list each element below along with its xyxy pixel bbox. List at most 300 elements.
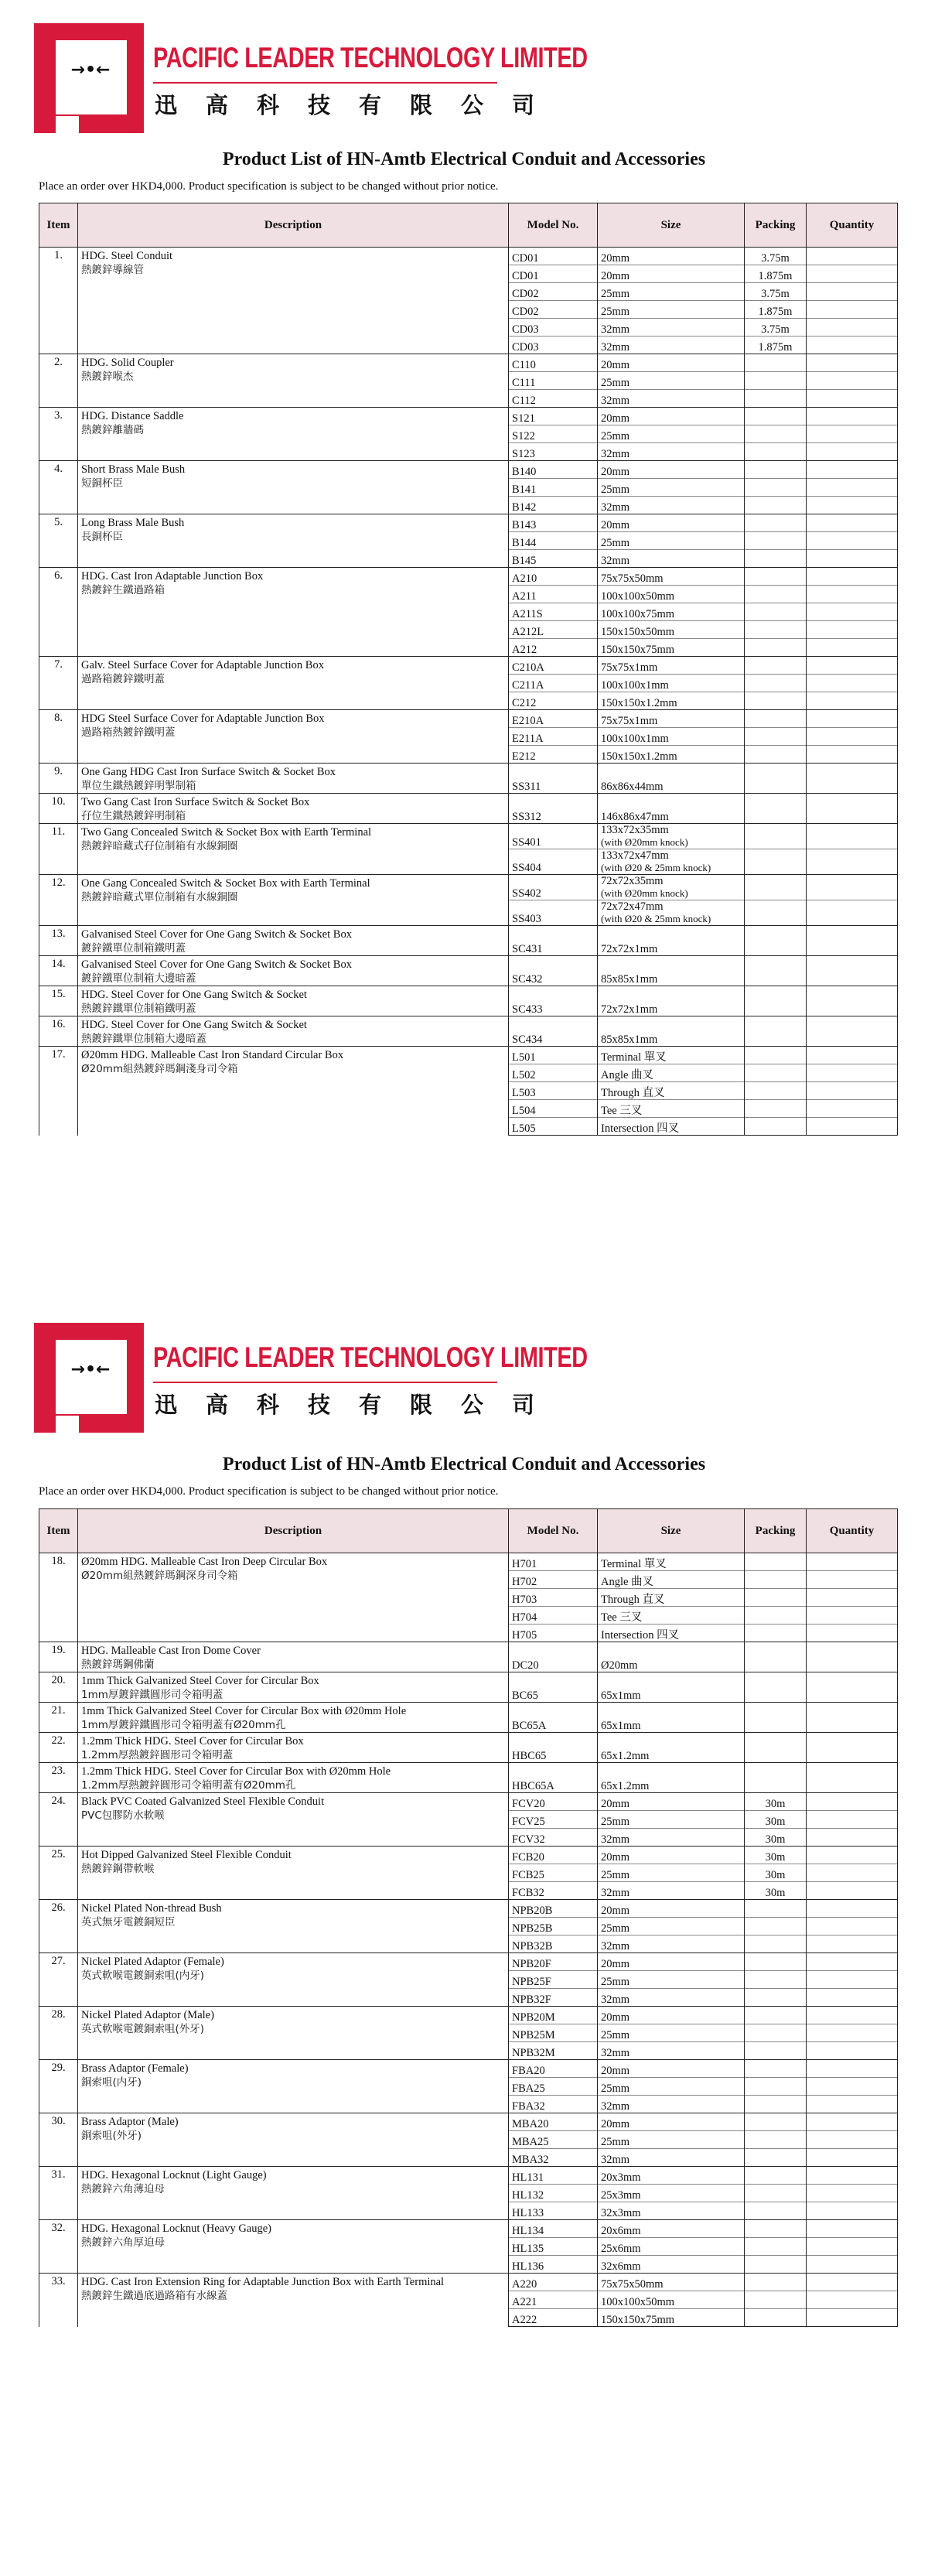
description-zh: 熱鍍鋅導線管 xyxy=(81,264,144,276)
table-row xyxy=(39,248,898,265)
size-value: 65x1.2mm xyxy=(601,1750,650,1762)
item-number: 18. xyxy=(39,1553,78,1642)
company-logo xyxy=(34,23,144,133)
description-en: Short Brass Male Bush xyxy=(81,463,186,476)
quantity-cell[interactable] xyxy=(807,1989,898,2007)
table-row xyxy=(39,956,898,986)
quantity-cell[interactable] xyxy=(807,1672,898,1703)
quantity-cell[interactable] xyxy=(807,2291,898,2309)
description-zh: 孖位生鐵熱鍍鋅明制箱 xyxy=(81,810,186,822)
size-cell xyxy=(598,2113,745,2131)
quantity-cell[interactable] xyxy=(807,2060,898,2078)
item-number: 22. xyxy=(39,1733,78,1763)
size-value: 20x3mm xyxy=(601,2171,641,2184)
quantity-cell[interactable] xyxy=(807,1118,898,1136)
description-en: Two Gang Concealed Switch & Socket Box with Earth Terminal xyxy=(81,826,372,839)
size-cell xyxy=(598,497,745,514)
packing-value xyxy=(745,2131,807,2149)
quantity-cell[interactable] xyxy=(807,764,898,794)
quantity-cell[interactable] xyxy=(807,2007,898,2024)
quantity-cell[interactable] xyxy=(807,301,898,319)
quantity-cell[interactable] xyxy=(807,1733,898,1763)
quantity-cell[interactable] xyxy=(807,849,898,875)
packing-value xyxy=(745,1118,807,1136)
packing-value xyxy=(745,1971,807,1989)
item-description xyxy=(78,1553,509,1642)
quantity-cell[interactable] xyxy=(807,248,898,265)
packing-value: 1.875m xyxy=(745,265,807,283)
size-cell xyxy=(598,1703,745,1733)
size-cell xyxy=(598,956,745,986)
size-cell xyxy=(598,265,745,283)
size-value: 32mm xyxy=(601,448,630,460)
model-number: L503 xyxy=(509,1082,598,1100)
quantity-cell[interactable] xyxy=(807,1571,898,1589)
item-number: 28. xyxy=(39,2007,78,2060)
quantity-cell[interactable] xyxy=(807,514,898,532)
header-size: Size xyxy=(598,1509,745,1553)
quantity-cell[interactable] xyxy=(807,1935,898,1953)
model-number: C112 xyxy=(509,390,598,408)
quantity-cell[interactable] xyxy=(807,265,898,283)
size-cell xyxy=(598,461,745,479)
packing-value xyxy=(745,764,807,794)
quantity-cell[interactable] xyxy=(807,1847,898,1864)
quantity-cell[interactable] xyxy=(807,2113,898,2131)
model-number: HL132 xyxy=(509,2185,598,2202)
quantity-cell[interactable] xyxy=(807,926,898,956)
description-en: Brass Adaptor (Female) xyxy=(81,2062,189,2075)
description-en: HDG. Steel Conduit xyxy=(81,250,173,262)
item-description xyxy=(78,1763,509,1793)
quantity-cell[interactable] xyxy=(807,319,898,337)
description-en: HDG. Distance Saddle xyxy=(81,410,184,422)
quantity-cell[interactable] xyxy=(807,2220,898,2238)
size-value: 20mm xyxy=(601,270,630,282)
size-cell xyxy=(598,639,745,657)
item-description xyxy=(78,1953,509,2007)
table-row xyxy=(39,1703,898,1733)
item-number: 27. xyxy=(39,1953,78,2007)
table-row xyxy=(39,1900,898,1918)
description-en: Galvanised Steel Cover for One Gang Switch & Socket Box xyxy=(81,928,352,941)
size-cell xyxy=(598,2060,745,2078)
model-number: FBA32 xyxy=(509,2096,598,2113)
model-number: NPB20B xyxy=(509,1900,598,1918)
quantity-cell[interactable] xyxy=(807,824,898,849)
size-value: 100x100x1mm xyxy=(601,733,669,745)
size-cell xyxy=(598,1118,745,1136)
quantity-cell[interactable] xyxy=(807,956,898,986)
size-cell xyxy=(598,2078,745,2096)
quantity-cell[interactable] xyxy=(807,1642,898,1672)
size-value: 20mm xyxy=(601,1905,630,1917)
quantity-cell[interactable] xyxy=(807,586,898,603)
packing-value xyxy=(745,1100,807,1118)
size-cell xyxy=(598,1763,745,1793)
size-cell xyxy=(598,443,745,461)
description-zh: 1mm厚鍍鋅鐵圓形司令箱明蓋 xyxy=(81,1689,223,1701)
description-zh: 鍍鋅鐵單位制箱大邊暗蓋 xyxy=(81,972,196,985)
table-header-row xyxy=(39,1509,898,1553)
item-description xyxy=(78,1642,509,1672)
quantity-cell[interactable] xyxy=(807,1589,898,1607)
size-cell xyxy=(598,824,745,849)
size-value: 75x75x50mm xyxy=(601,2278,664,2291)
model-number: E211A xyxy=(509,728,598,746)
packing-value xyxy=(745,728,807,746)
size-cell xyxy=(598,2309,745,2327)
packing-value xyxy=(745,1016,807,1047)
size-cell xyxy=(598,1571,745,1589)
quantity-cell[interactable] xyxy=(807,461,898,479)
description-en: Nickel Plated Adaptor (Male) xyxy=(81,2009,214,2021)
quantity-cell[interactable] xyxy=(807,443,898,461)
packing-value xyxy=(745,1082,807,1100)
packing-value xyxy=(745,1953,807,1971)
model-number: S121 xyxy=(509,408,598,425)
quantity-cell[interactable] xyxy=(807,1607,898,1625)
model-number: S122 xyxy=(509,425,598,443)
packing-value xyxy=(745,1989,807,2007)
packing-value xyxy=(745,956,807,986)
size-value: 20x6mm xyxy=(601,2225,641,2237)
size-value: 72x72x1mm xyxy=(601,943,658,955)
item-description xyxy=(78,764,509,794)
size-value: 25mm xyxy=(601,430,630,442)
quantity-cell[interactable] xyxy=(807,1064,898,1082)
quantity-cell[interactable] xyxy=(807,497,898,514)
packing-value xyxy=(745,2096,807,2113)
size-note: (with Ø20 & 25mm knock) xyxy=(601,862,711,873)
size-cell xyxy=(598,514,745,532)
size-value: 20mm xyxy=(601,1958,630,1970)
model-number: H702 xyxy=(509,1571,598,1589)
item-description xyxy=(78,824,509,875)
item-number: 8. xyxy=(39,710,78,764)
model-number: C110 xyxy=(509,354,598,372)
size-cell xyxy=(598,728,745,746)
table-row xyxy=(39,461,898,479)
description-en: Black PVC Coated Galvanized Steel Flexible Conduit xyxy=(81,1795,325,1808)
model-number: E212 xyxy=(509,746,598,764)
packing-value: 30m xyxy=(745,1882,807,1900)
size-value: 146x86x47mm xyxy=(601,811,669,823)
quantity-cell[interactable] xyxy=(807,746,898,764)
quantity-cell[interactable] xyxy=(807,603,898,621)
item-number: 15. xyxy=(39,986,78,1016)
size-cell xyxy=(598,1918,745,1935)
size-value: 20mm xyxy=(601,519,630,531)
table-row xyxy=(39,824,898,849)
quantity-cell[interactable] xyxy=(807,2167,898,2185)
size-value: 65x1mm xyxy=(601,1720,641,1732)
packing-value xyxy=(745,2042,807,2060)
quantity-cell[interactable] xyxy=(807,1100,898,1118)
size-cell xyxy=(598,1016,745,1047)
size-value: 25mm xyxy=(601,1922,630,1935)
item-number: 20. xyxy=(39,1672,78,1703)
size-cell xyxy=(598,2220,745,2238)
description-zh: 熱鍍鋅鐵單位制箱鐵明蓋 xyxy=(81,1003,196,1015)
quantity-cell[interactable] xyxy=(807,875,898,900)
company-logo xyxy=(34,1323,144,1433)
size-cell xyxy=(598,2238,745,2256)
packing-value xyxy=(745,1733,807,1763)
packing-value xyxy=(745,1703,807,1733)
model-number: BC65A xyxy=(509,1703,598,1733)
description-zh: 熱鍍鋅六角薄迫母 xyxy=(81,2183,165,2195)
size-cell xyxy=(598,986,745,1016)
quantity-cell[interactable] xyxy=(807,2042,898,2060)
size-cell xyxy=(598,849,745,875)
size-value: 150x150x1.2mm xyxy=(601,750,677,763)
size-cell xyxy=(598,319,745,337)
item-description xyxy=(78,956,509,986)
quantity-cell[interactable] xyxy=(807,621,898,639)
item-description xyxy=(78,1016,509,1047)
description-zh: 1.2mm厚熱鍍鋅圓形司令箱明蓋有Ø20mm孔 xyxy=(81,1779,296,1792)
quantity-cell[interactable] xyxy=(807,532,898,550)
size-value: 85x85x1mm xyxy=(601,973,658,986)
description-zh: 熱鍍鋅離牆碼 xyxy=(81,424,144,436)
table-row xyxy=(39,764,898,794)
packing-value xyxy=(745,390,807,408)
description-zh: 熱鍍鋅瑪鋼佛蘭 xyxy=(81,1659,155,1671)
quantity-cell[interactable] xyxy=(807,1047,898,1064)
quantity-cell[interactable] xyxy=(807,283,898,301)
header-description: Description xyxy=(78,203,509,248)
size-value: 32mm xyxy=(601,2100,630,2113)
table-row xyxy=(39,514,898,532)
model-number: HBC65 xyxy=(509,1733,598,1763)
quantity-cell[interactable] xyxy=(807,2202,898,2220)
item-description xyxy=(78,710,509,764)
size-cell xyxy=(598,1829,745,1847)
quantity-cell[interactable] xyxy=(807,2078,898,2096)
item-number: 10. xyxy=(39,794,78,824)
model-number: A222 xyxy=(509,2309,598,2327)
item-number: 25. xyxy=(39,1847,78,1900)
quantity-cell[interactable] xyxy=(807,337,898,354)
quantity-cell[interactable] xyxy=(807,2274,898,2291)
company-name-zh: 迅高科技有限公司 xyxy=(155,92,564,118)
table-row xyxy=(39,926,898,956)
item-number: 32. xyxy=(39,2220,78,2274)
quantity-cell[interactable] xyxy=(807,692,898,710)
size-value: 20mm xyxy=(601,2065,630,2077)
item-description xyxy=(78,926,509,956)
model-number: CD02 xyxy=(509,301,598,319)
table-row xyxy=(39,2113,898,2131)
size-value: 150x150x75mm xyxy=(601,2314,675,2326)
description-zh: 短銅杯臣 xyxy=(81,477,123,490)
item-description xyxy=(78,2274,509,2327)
quantity-cell[interactable] xyxy=(807,479,898,497)
quantity-cell[interactable] xyxy=(807,794,898,824)
quantity-cell[interactable] xyxy=(807,2096,898,2113)
packing-value xyxy=(745,794,807,824)
quantity-cell[interactable] xyxy=(807,1900,898,1918)
packing-value xyxy=(745,2060,807,2078)
description-en: HDG. Steel Cover for One Gang Switch & Socket xyxy=(81,1019,307,1031)
item-number: 9. xyxy=(39,764,78,794)
packing-value xyxy=(745,657,807,675)
item-number: 16. xyxy=(39,1016,78,1047)
packing-value xyxy=(745,479,807,497)
quantity-cell[interactable] xyxy=(807,710,898,728)
quantity-cell[interactable] xyxy=(807,1829,898,1847)
quantity-cell[interactable] xyxy=(807,1793,898,1811)
quantity-cell[interactable] xyxy=(807,1625,898,1642)
size-value: Intersection 四叉 xyxy=(601,1629,680,1642)
size-cell xyxy=(598,283,745,301)
description-zh: 英式軟喉電鍍銅索咀(内牙) xyxy=(81,1970,205,1982)
item-description xyxy=(78,2220,509,2274)
packing-value xyxy=(745,1589,807,1607)
size-cell xyxy=(598,1607,745,1625)
model-number: CD01 xyxy=(509,265,598,283)
product-table-body xyxy=(39,248,898,1136)
model-number: FCV20 xyxy=(509,1793,598,1811)
quantity-cell[interactable] xyxy=(807,675,898,692)
quantity-cell[interactable] xyxy=(807,390,898,408)
size-value: 25mm xyxy=(601,2029,630,2041)
model-number: SC432 xyxy=(509,956,598,986)
product-table xyxy=(39,1508,898,2327)
size-cell xyxy=(598,2007,745,2024)
header-quantity: Quantity xyxy=(807,203,898,248)
description-zh: 熱鍍鋅喉杰 xyxy=(81,371,134,383)
size-value: 100x100x75mm xyxy=(601,608,675,620)
size-value: 25mm xyxy=(601,537,630,549)
header-packing: Packing xyxy=(745,203,807,248)
quantity-cell[interactable] xyxy=(807,986,898,1016)
table-row xyxy=(39,1642,898,1672)
quantity-cell[interactable] xyxy=(807,568,898,586)
header-quantity: Quantity xyxy=(807,1509,898,1553)
description-zh: 銅索咀(内牙) xyxy=(81,2076,142,2089)
quantity-cell[interactable] xyxy=(807,2309,898,2327)
quantity-cell[interactable] xyxy=(807,1864,898,1882)
model-number: SC433 xyxy=(509,986,598,1016)
quantity-cell[interactable] xyxy=(807,900,898,926)
packing-value xyxy=(745,639,807,657)
description-zh: 熱鍍鋅生鐵過路箱 xyxy=(81,584,165,596)
packing-value xyxy=(745,2149,807,2167)
size-cell xyxy=(598,1811,745,1829)
quantity-cell[interactable] xyxy=(807,354,898,372)
quantity-cell[interactable] xyxy=(807,2131,898,2149)
quantity-cell[interactable] xyxy=(807,639,898,657)
quantity-cell[interactable] xyxy=(807,2149,898,2167)
quantity-cell[interactable] xyxy=(807,1971,898,1989)
quantity-cell[interactable] xyxy=(807,425,898,443)
description-en: Long Brass Male Bush xyxy=(81,517,185,529)
table-row xyxy=(39,568,898,586)
quantity-cell[interactable] xyxy=(807,372,898,390)
size-cell xyxy=(598,764,745,794)
size-cell xyxy=(598,2131,745,2149)
description-en: 1.2mm Thick HDG. Steel Cover for Circular Box with Ø20mm Hole xyxy=(81,1765,391,1778)
size-cell xyxy=(598,2167,745,2185)
quantity-cell[interactable] xyxy=(807,657,898,675)
quantity-cell[interactable] xyxy=(807,1953,898,1971)
size-cell xyxy=(598,2042,745,2060)
quantity-cell[interactable] xyxy=(807,1553,898,1571)
description-en: 1mm Thick Galvanized Steel Cover for Circular Box with Ø20mm Hole xyxy=(81,1705,407,1717)
quantity-cell[interactable] xyxy=(807,2185,898,2202)
packing-value xyxy=(745,710,807,728)
packing-value xyxy=(745,408,807,425)
table-row xyxy=(39,1733,898,1763)
packing-value xyxy=(745,2185,807,2202)
model-number: HL134 xyxy=(509,2220,598,2238)
quantity-cell[interactable] xyxy=(807,1703,898,1733)
item-description xyxy=(78,408,509,461)
item-description xyxy=(78,568,509,657)
quantity-cell[interactable] xyxy=(807,1763,898,1793)
size-cell xyxy=(598,1553,745,1571)
quantity-cell[interactable] xyxy=(807,1082,898,1100)
description-zh: 長銅杯臣 xyxy=(81,531,123,543)
packing-value xyxy=(745,372,807,390)
quantity-cell[interactable] xyxy=(807,1811,898,1829)
size-value: 32mm xyxy=(601,555,630,567)
size-cell xyxy=(598,425,745,443)
size-cell xyxy=(598,657,745,675)
model-number: S123 xyxy=(509,443,598,461)
quantity-cell[interactable] xyxy=(807,728,898,746)
description-zh: 單位生鐵熱鍍鋅明掣制箱 xyxy=(81,780,196,792)
description-en: Nickel Plated Non-thread Bush xyxy=(81,1902,222,1915)
description-zh: 熱鍍鋅生鐵過底過路箱有水線蓋 xyxy=(81,2290,227,2302)
model-number: B142 xyxy=(509,497,598,514)
description-zh: 熱鍍鋅暗藏式單位制箱有水線銅圈 xyxy=(81,891,238,904)
size-cell xyxy=(598,710,745,728)
size-cell xyxy=(598,2185,745,2202)
size-value: 25mm xyxy=(601,483,630,496)
model-number: NPB32F xyxy=(509,1989,598,2007)
quantity-cell[interactable] xyxy=(807,1882,898,1900)
model-number: NPB20M xyxy=(509,2007,598,2024)
packing-value xyxy=(745,824,807,849)
description-en: Two Gang Cast Iron Surface Switch & Socket Box xyxy=(81,796,310,808)
size-value: 25mm xyxy=(601,1869,630,1881)
model-number: H703 xyxy=(509,1589,598,1607)
item-number: 4. xyxy=(39,461,78,514)
model-number: A210 xyxy=(509,568,598,586)
quantity-cell[interactable] xyxy=(807,2238,898,2256)
quantity-cell[interactable] xyxy=(807,1918,898,1935)
size-value: 25mm xyxy=(601,377,630,389)
model-number: B145 xyxy=(509,550,598,568)
quantity-cell[interactable] xyxy=(807,2256,898,2274)
quantity-cell[interactable] xyxy=(807,408,898,425)
quantity-cell[interactable] xyxy=(807,550,898,568)
table-row xyxy=(39,1763,898,1793)
description-zh: 過路箱熱鍍鋅鐵明蓋 xyxy=(81,726,176,739)
item-number: 33. xyxy=(39,2274,78,2327)
quantity-cell[interactable] xyxy=(807,2024,898,2042)
size-cell xyxy=(598,586,745,603)
model-number: DC20 xyxy=(509,1642,598,1672)
quantity-cell[interactable] xyxy=(807,1016,898,1047)
size-value: 20mm xyxy=(601,2118,630,2130)
packing-value: 30m xyxy=(745,1847,807,1864)
size-cell xyxy=(598,1900,745,1918)
description-en: Ø20mm HDG. Malleable Cast Iron Standard Circular Box xyxy=(81,1049,344,1061)
